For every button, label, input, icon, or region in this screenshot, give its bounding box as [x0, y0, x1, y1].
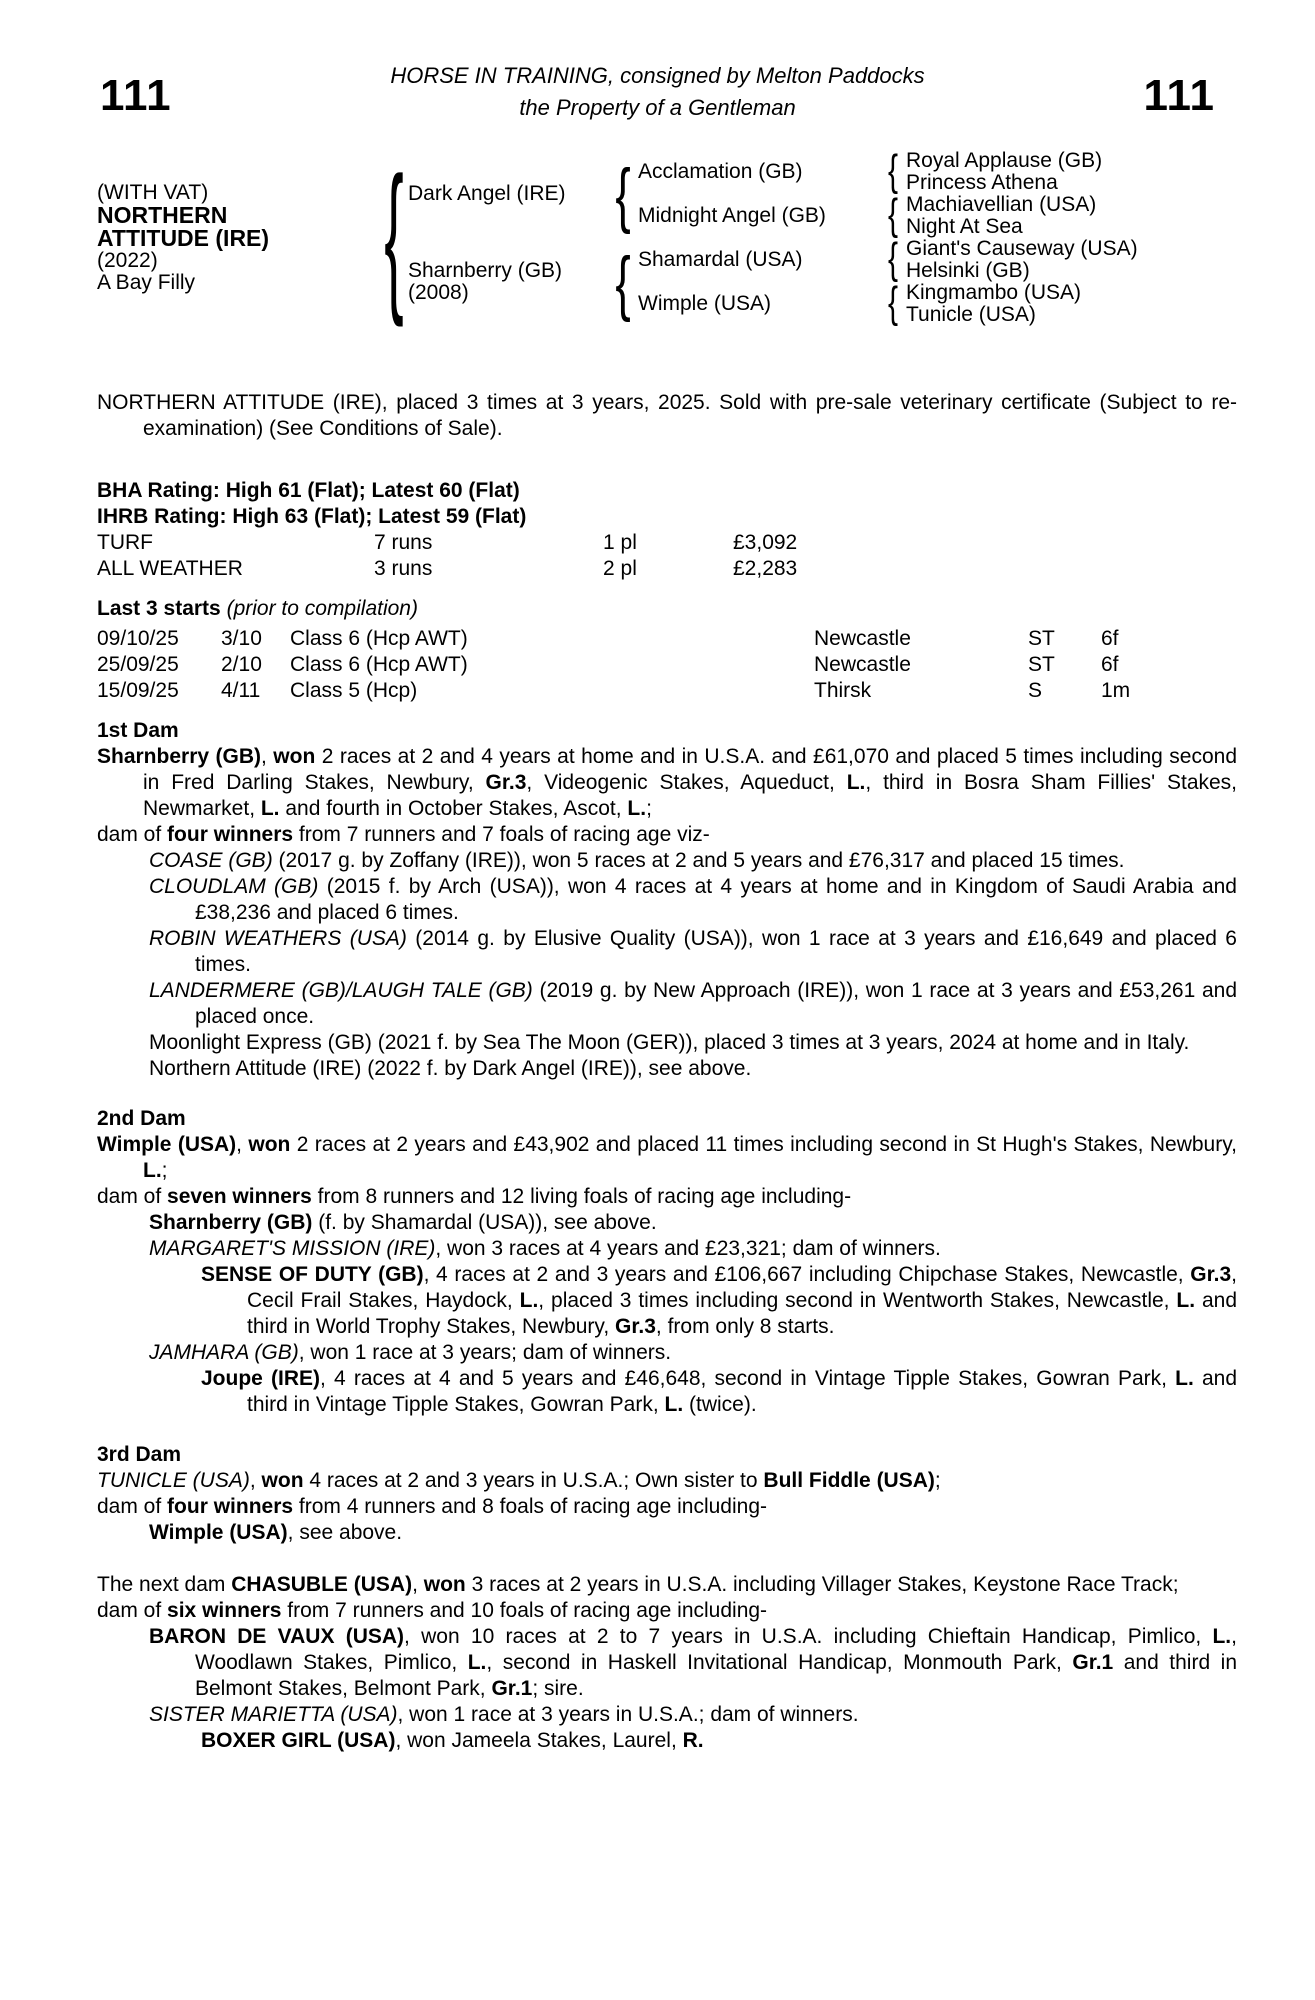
- text-segment: ; sire.: [532, 1677, 584, 1700]
- text-segment: Gr.1: [491, 1677, 533, 1700]
- dam-name: [408, 238, 608, 326]
- great-grandparent-7: Kingmambo (USA): [906, 281, 1082, 304]
- pedigree-paragraph: [201, 1366, 1237, 1418]
- start-course: Thirsk: [814, 679, 872, 702]
- text-segment: Wimple (USA): [97, 1133, 237, 1156]
- pedigree-paragraph: [97, 822, 1237, 848]
- consignment-line: HORSE IN TRAINING, consigned by Melton Paddocks: [390, 63, 925, 88]
- pedigree-paragraph: [201, 1262, 1237, 1340]
- foaling-year: (2022): [97, 249, 158, 272]
- text-segment: , Woodlawn Stakes, Pimlico,: [195, 1625, 1237, 1674]
- record-earnings: £3,092: [733, 531, 798, 554]
- text-segment: ;: [161, 1159, 168, 1182]
- catalogue-body: [97, 390, 1237, 1754]
- text-segment: Gr.3: [615, 1315, 656, 1338]
- text-segment: ,: [412, 1573, 424, 1596]
- race-record-table: [97, 530, 1237, 582]
- text-segment: L.: [519, 1289, 539, 1312]
- start-date: 15/09/25: [97, 679, 179, 702]
- text-segment: four winners: [167, 1495, 294, 1518]
- text-segment: SISTER MARIETTA (USA): [149, 1703, 398, 1726]
- text-segment: won: [273, 745, 316, 768]
- text-segment: MARGARET'S MISSION (IRE): [149, 1237, 436, 1260]
- sire-name: Dark Angel (IRE): [408, 182, 566, 205]
- text-segment: (2015 f. by Arch (USA)), won 4 races at 4 years at home and in Kingdom of Saudi Arabia and £38,236 and placed 6 times.: [195, 875, 1237, 924]
- start-distance: 6f: [1101, 653, 1119, 676]
- text-segment: JAMHARA (GB): [149, 1341, 299, 1364]
- start-race: Class 6 (Hcp AWT): [290, 627, 468, 650]
- text-segment: 3 races at 2 years in U.S.A. including Villager Stakes, Keystone Race Track;: [465, 1573, 1179, 1596]
- pedigree-paragraph: [149, 1236, 1237, 1262]
- text-segment: Wimple (USA): [149, 1521, 288, 1544]
- text-segment: The next dam: [97, 1573, 232, 1596]
- dam-section-heading: 3rd Dam: [97, 1443, 182, 1466]
- text-segment: , see above.: [287, 1521, 403, 1544]
- pedigree-paragraph: [97, 1572, 1237, 1598]
- great-grandparent-6: Helsinki (GB): [906, 259, 1030, 282]
- pedigree-brace-sire: {: [615, 153, 631, 235]
- text-segment: dam of: [97, 1495, 168, 1518]
- text-segment: (2019 g. by New Approach (IRE)), won 1 race at 3 years and £53,261 and placed once.: [195, 979, 1237, 1028]
- pedigree-paragraph: [149, 874, 1237, 926]
- start-race: Class 5 (Hcp): [290, 679, 418, 702]
- pedigree-paragraph: [149, 1520, 1237, 1546]
- text-segment: and third in Belmont Stakes, Belmont Park,: [195, 1651, 1237, 1700]
- text-segment: 4 races at 2 and 3 years in U.S.A.; Own sister to: [303, 1469, 764, 1492]
- text-segment: SENSE OF DUTY (GB): [201, 1263, 424, 1286]
- last-starts-title: [97, 596, 1237, 622]
- lot-number-left: 111: [100, 71, 172, 120]
- text-segment: L.: [467, 1651, 487, 1674]
- page-header: [0, 0, 1315, 138]
- last-starts-table: [97, 596, 1237, 704]
- text-segment: TUNICLE (USA): [97, 1469, 250, 1492]
- record-surface: ALL WEATHER: [97, 557, 243, 580]
- start-distance: 6f: [1101, 627, 1119, 650]
- dam-name-text: Sharnberry (GB): [408, 259, 563, 282]
- text-segment: ;: [646, 797, 652, 820]
- text-segment: , Cecil Frail Stakes, Haydock,: [247, 1263, 1237, 1312]
- text-segment: L.: [664, 1393, 684, 1416]
- text-segment: Joupe (IRE): [201, 1367, 320, 1390]
- text-segment: Bull Fiddle (USA): [763, 1469, 935, 1492]
- horse-name-line2: ATTITUDE (IRE): [97, 225, 270, 251]
- pedigree-brace-gen4-2: {: [887, 191, 899, 240]
- dam-section-heading: 1st Dam: [97, 719, 179, 742]
- pedigree-paragraph: [97, 1184, 1237, 1210]
- header-center: [0, 60, 1315, 124]
- pedigree-paragraph: [149, 848, 1237, 874]
- text-segment: LANDERMERE (GB)/LAUGH TALE (GB): [149, 979, 533, 1002]
- lot-number-right: 111: [1143, 71, 1215, 120]
- text-segment: , won 1 race at 3 years; dam of winners.: [298, 1341, 672, 1364]
- pedigree-paragraph: [97, 1494, 1237, 1520]
- text-segment: , third in Bosra Sham Fillies' Stakes, Newmarket,: [143, 771, 1238, 820]
- text-segment: Gr.1: [1072, 1651, 1114, 1674]
- record-surface: TURF: [97, 531, 153, 554]
- text-segment: seven winners: [167, 1185, 312, 1208]
- text-segment: Moonlight Express (GB) (2021 f. by Sea The Moon (GER)), placed 3 times at 3 years, 2024 at home and in Italy.: [149, 1031, 1190, 1054]
- bha-rating: BHA Rating: High 61 (Flat); Latest 60 (Flat): [97, 479, 520, 502]
- text-segment: L.: [1175, 1367, 1194, 1390]
- text-segment: and third in Vintage Tipple Stakes, Gowran Park,: [247, 1367, 1237, 1416]
- record-places: 1 pl: [603, 531, 637, 554]
- text-segment: from 7 runners and 10 foals of racing age including-: [281, 1599, 768, 1622]
- horse-sex-colour: A Bay Filly: [97, 271, 196, 294]
- grandsire-1: Acclamation (GB): [638, 160, 803, 183]
- text-segment: Sharnberry (GB): [97, 745, 261, 768]
- text-segment: won: [248, 1133, 291, 1156]
- start-going: S: [1028, 679, 1043, 702]
- text-segment: , won Jameela Stakes, Laurel,: [395, 1729, 683, 1752]
- text-segment: Gr.3: [1190, 1263, 1232, 1286]
- granddam-2: Wimple (USA): [638, 292, 772, 315]
- record-row-turf: [97, 530, 1237, 556]
- pedigree-paragraph: [149, 926, 1237, 978]
- text-segment: won: [261, 1469, 304, 1492]
- horse-info: [97, 150, 380, 326]
- text-segment: L.: [846, 771, 866, 794]
- text-segment: L.: [260, 797, 280, 820]
- text-segment: (2014 g. by Elusive Quality (USA)), won 1 race at 3 years and £16,649 and placed 6 times.: [195, 927, 1237, 976]
- pedigree-paragraph: [149, 1030, 1237, 1056]
- text-segment: , placed 3 times including second in Wentworth Stakes, Newcastle,: [538, 1289, 1177, 1312]
- start-race: Class 6 (Hcp AWT): [290, 653, 468, 676]
- text-segment: L.: [1176, 1289, 1196, 1312]
- pedigree-paragraph: [149, 1340, 1237, 1366]
- record-earnings: £2,283: [733, 557, 798, 580]
- pedigree-brace-gen4-3: {: [887, 235, 899, 284]
- text-segment: L.: [1212, 1625, 1232, 1648]
- text-segment: Sharnberry (GB): [149, 1211, 313, 1234]
- great-grandparent-1: Royal Applause (GB): [906, 149, 1103, 172]
- horse-name-line1: NORTHERN: [97, 202, 228, 228]
- property-line: the Property of a Gentleman: [519, 95, 796, 120]
- text-segment: from 4 runners and 8 foals of racing age including-: [293, 1495, 767, 1518]
- text-segment: , won 3 races at 4 years and £23,321; dam of winners.: [435, 1237, 941, 1260]
- text-segment: Northern Attitude (IRE) (2022 f. by Dark Angel (IRE)), see above.: [149, 1057, 752, 1080]
- text-segment: BOXER GIRL (USA): [201, 1729, 396, 1752]
- text-segment: , won 10 races at 2 to 7 years in U.S.A. including Chieftain Handicap, Pimlico,: [404, 1625, 1213, 1648]
- ratings-block: [97, 478, 1237, 530]
- start-going: ST: [1028, 653, 1055, 676]
- record-runs: 3 runs: [374, 557, 433, 580]
- text-segment: BARON DE VAUX (USA): [149, 1625, 405, 1648]
- text-segment: dam of: [97, 1599, 168, 1622]
- text-segment: Gr.3: [485, 771, 527, 794]
- text-segment: from 7 runners and 7 foals of racing age viz-: [293, 823, 710, 846]
- last-starts-label: Last 3 starts: [97, 597, 221, 620]
- start-row-1: [97, 626, 1237, 652]
- text-segment: six winners: [167, 1599, 282, 1622]
- start-row-2: [97, 652, 1237, 678]
- text-segment: , Videogenic Stakes, Aqueduct,: [526, 771, 847, 794]
- start-distance: 1m: [1101, 679, 1131, 702]
- text-segment: (2017 g. by Zoffany (IRE)), won 5 races at 2 and 5 years and £76,317 and placed 15 times.: [272, 849, 1125, 872]
- text-segment: from 8 runners and 12 living foals of racing age including-: [311, 1185, 852, 1208]
- text-segment: ,: [236, 1133, 249, 1156]
- text-segment: L.: [143, 1159, 162, 1182]
- pedigree-paragraph: [97, 1598, 1237, 1624]
- granddam-1: Midnight Angel (GB): [638, 204, 826, 227]
- dam-section-heading: 2nd Dam: [97, 1107, 186, 1130]
- dam-sections: [97, 718, 1237, 1754]
- text-segment: COASE (GB): [149, 849, 273, 872]
- text-segment: NORTHERN ATTITUDE (IRE), placed 3 times at 3 years, 2025. Sold with pre-sale veterinary certificate (Subject to re-examination) (See Conditions of Sale).: [97, 391, 1237, 440]
- text-segment: , 4 races at 2 and 3 years and £106,667 including Chipchase Stakes, Newcastle,: [423, 1263, 1191, 1286]
- pedigree-paragraph: [97, 1468, 1237, 1494]
- start-course: Newcastle: [814, 653, 911, 676]
- vat-note: (WITH VAT): [97, 181, 209, 204]
- text-segment: ;: [934, 1469, 941, 1492]
- text-segment: (twice).: [683, 1393, 757, 1416]
- start-position: 3/10: [221, 627, 262, 650]
- text-segment: , won 1 race at 3 years in U.S.A.; dam of winners.: [397, 1703, 859, 1726]
- start-row-3: [97, 678, 1237, 704]
- dam-year: (2008): [408, 281, 469, 304]
- last-starts-subtitle: (prior to compilation): [226, 597, 418, 620]
- pedigree-paragraph: [149, 978, 1237, 1030]
- great-grandparent-2: Princess Athena: [906, 171, 1058, 194]
- pedigree-brace-gen4-1: {: [887, 147, 899, 196]
- pedigree-paragraph: [97, 1132, 1237, 1184]
- pedigree-brace-dam: {: [615, 241, 631, 323]
- text-segment: ,: [260, 745, 274, 768]
- record-row-all-weather: [97, 556, 1237, 582]
- text-segment: (f. by Shamardal (USA)), see above.: [312, 1211, 657, 1234]
- text-segment: dam of: [97, 823, 168, 846]
- pedigree-brace-gen4-4: {: [887, 279, 899, 328]
- great-grandparent-3: Machiavellian (USA): [906, 193, 1097, 216]
- great-grandparent-8: Tunicle (USA): [906, 303, 1036, 326]
- start-date: 09/10/25: [97, 627, 179, 650]
- text-segment: dam of: [97, 1185, 168, 1208]
- pedigree-paragraph: [97, 744, 1237, 822]
- ihrb-rating: IHRB Rating: High 63 (Flat); Latest 59 (Flat): [97, 505, 527, 528]
- sale-description: [97, 390, 1237, 442]
- grandsire-2: Shamardal (USA): [638, 248, 803, 271]
- text-segment: and third in World Trophy Stakes, Newbury,: [247, 1289, 1238, 1338]
- record-runs: 7 runs: [374, 531, 433, 554]
- text-segment: won: [423, 1573, 466, 1596]
- great-grandparent-4: Night At Sea: [906, 215, 1023, 238]
- text-segment: R.: [682, 1729, 704, 1752]
- text-segment: four winners: [167, 823, 294, 846]
- pedigree-paragraph: [149, 1702, 1237, 1728]
- text-segment: , from only 8 starts.: [655, 1315, 835, 1338]
- text-segment: L.: [627, 797, 647, 820]
- start-course: Newcastle: [814, 627, 911, 650]
- text-segment: CLOUDLAM (GB): [149, 875, 319, 898]
- pedigree-paragraph: [201, 1728, 1237, 1754]
- record-places: 2 pl: [603, 557, 637, 580]
- text-segment: ,: [249, 1469, 262, 1492]
- pedigree-paragraph: [149, 1210, 1237, 1236]
- text-segment: ROBIN WEATHERS (USA): [149, 927, 407, 950]
- text-segment: 2 races at 2 and 4 years at home and in U.S.A. and £61,070 and placed 5 times including second in Fred Darling Stakes, Newbury,: [143, 745, 1238, 794]
- pedigree-tree: [97, 143, 1237, 330]
- text-segment: and fourth in October Stakes, Ascot,: [279, 797, 628, 820]
- text-segment: CHASUBLE (USA): [231, 1573, 413, 1596]
- text-segment: 2 races at 2 years and £43,902 and placed 11 times including second in St Hugh's Stakes, Newbury,: [290, 1133, 1237, 1156]
- pedigree-brace-gen1: {: [384, 143, 404, 330]
- start-going: ST: [1028, 627, 1055, 650]
- start-position: 2/10: [221, 653, 262, 676]
- text-segment: , second in Haskell Invitational Handicap, Monmouth Park,: [486, 1651, 1073, 1674]
- text-segment: , 4 races at 4 and 5 years and £46,648, second in Vintage Tipple Stakes, Gowran Park,: [320, 1367, 1176, 1390]
- great-grandparent-5: Giant's Causeway (USA): [906, 237, 1138, 260]
- pedigree-paragraph: [149, 1056, 1237, 1082]
- pedigree-paragraph: [149, 1624, 1237, 1702]
- start-date: 25/09/25: [97, 653, 179, 676]
- start-position: 4/11: [221, 679, 261, 702]
